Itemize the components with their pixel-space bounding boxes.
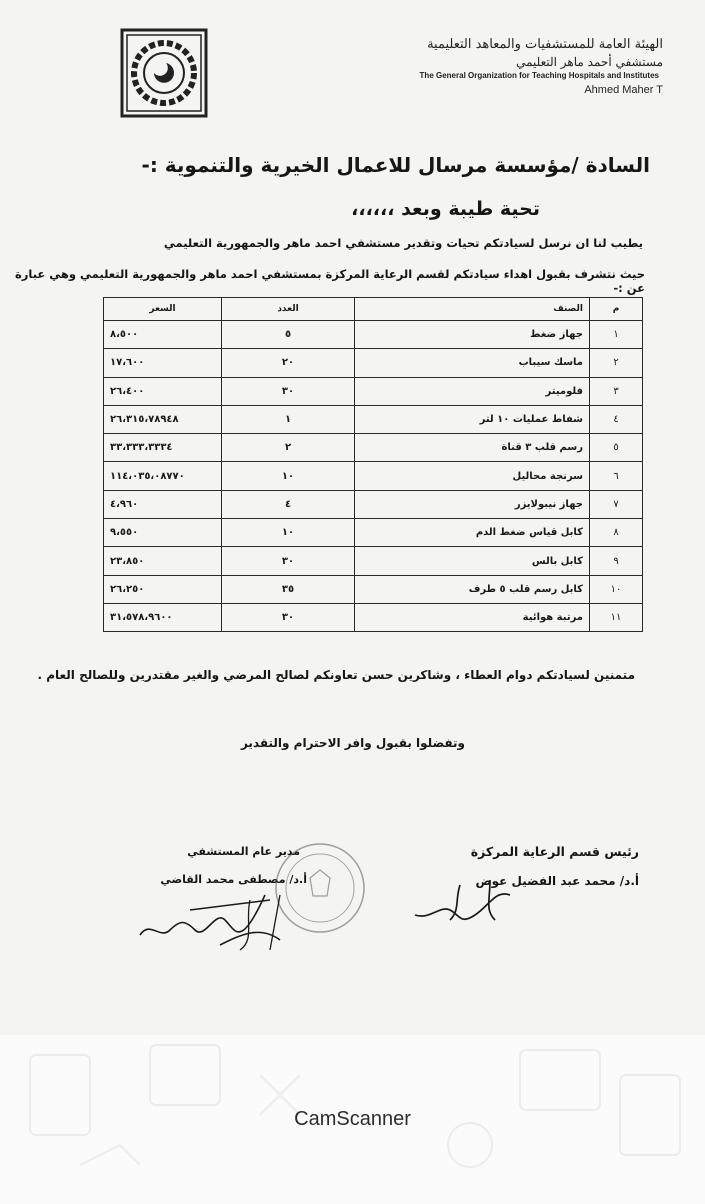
director-title: مدير عام المستشفي xyxy=(187,845,300,858)
cell-qty: ١٠ xyxy=(222,519,355,547)
cell-item: فلوميتر xyxy=(355,377,590,405)
cell-num: ١ xyxy=(590,321,643,349)
cell-item: شفاط عمليات ١٠ لتر xyxy=(355,405,590,433)
cell-num: ٦ xyxy=(590,462,643,490)
cell-qty: ٣٠ xyxy=(222,547,355,575)
table-row xyxy=(104,575,643,603)
addressee: السادة /مؤسسة مرسال للاعمال الخيرية والتنموية :- xyxy=(141,153,650,177)
cell-price: ٢٣،٨٥٠ xyxy=(104,547,222,575)
hospital-name-en: Ahmed Maher T xyxy=(584,84,663,96)
cell-item: كابل رسم قلب ٥ طرف xyxy=(355,575,590,603)
cell-item: سرنجة محاليل xyxy=(355,462,590,490)
table-row xyxy=(104,377,643,405)
cell-qty: ١ xyxy=(222,405,355,433)
header-qty: العدد xyxy=(222,298,355,321)
intro-paragraph: يطيب لنا ان نرسل لسيادتكم تحيات وتقدير مستشفي احمد ماهر والجمهورية التعليمي xyxy=(163,236,643,250)
table-row xyxy=(104,490,643,518)
director-signature-icon xyxy=(130,880,330,960)
org-name-en: The General Organization for Teaching Hospitals and Institutes xyxy=(419,71,659,80)
cell-num: ٧ xyxy=(590,490,643,518)
icu-head-name: أ.د/ محمد عبد الفضيل عوض xyxy=(475,874,639,888)
header-num: م xyxy=(590,298,643,321)
cell-price: ٤،٩٦٠ xyxy=(104,490,222,518)
cell-item: جهاز ضغط xyxy=(355,321,590,349)
org-name-ar: الهيئة العامة للمستشفيات والمعاهد التعليمية xyxy=(427,37,663,52)
cell-item: كابل بالس xyxy=(355,547,590,575)
cell-price: ١٧،٦٠٠ xyxy=(104,349,222,377)
cell-item: كابل قياس ضغط الدم xyxy=(355,519,590,547)
table-row xyxy=(104,434,643,462)
cell-price: ٣٣،٣٣٣،٣٣٣٤ xyxy=(104,434,222,462)
cell-item: مرتبة هوائية xyxy=(355,603,590,631)
cell-num: ٨ xyxy=(590,519,643,547)
cell-qty: ٤ xyxy=(222,490,355,518)
cell-num: ٣ xyxy=(590,377,643,405)
cell-qty: ٣٠ xyxy=(222,603,355,631)
cell-item: ماسك سيباب xyxy=(355,349,590,377)
regards-line: وتفضلوا بقبول وافر الاحترام والتقدير xyxy=(240,736,465,750)
icu-head-title: رئيس قسم الرعاية المركزة xyxy=(470,844,639,859)
table-row xyxy=(104,519,643,547)
hospital-logo-icon xyxy=(120,28,208,118)
offer-paragraph: حيث نتشرف بقبول اهداء سيادتكم لقسم الرعاية المركزة بمستشفي احمد ماهر والجمهورية التعليمي وهي عبارة عن :- xyxy=(14,267,645,295)
cell-price: ١١٤،٠٣٥،٠٨٧٧٠ xyxy=(104,462,222,490)
cell-num: ٢ xyxy=(590,349,643,377)
cell-num: ٥ xyxy=(590,434,643,462)
cell-qty: ٣٠ xyxy=(222,377,355,405)
scanner-footer xyxy=(0,1035,705,1200)
donation-items-table xyxy=(103,297,643,632)
table-row xyxy=(104,547,643,575)
cell-price: ٣١،٥٧٨،٩٦٠٠ xyxy=(104,603,222,631)
letterhead xyxy=(303,36,663,98)
cell-num: ١١ xyxy=(590,603,643,631)
cell-qty: ٢ xyxy=(222,434,355,462)
thanks-paragraph: متمنين لسيادتكم دوام العطاء ، وشاكرين حسن تعاونكم لصالح المرضي والغير مقتدرين وللصالح العام . xyxy=(37,668,635,682)
cell-item: جهاز نيبولايزر xyxy=(355,490,590,518)
director-name: أ.د/ مصطفى محمد القاضي xyxy=(160,873,307,886)
cell-qty: ٣٥ xyxy=(222,575,355,603)
table-header-row xyxy=(104,298,643,321)
cell-qty: ١٠ xyxy=(222,462,355,490)
cell-qty: ٥ xyxy=(222,321,355,349)
icu-head-signature-icon xyxy=(410,875,520,930)
cell-price: ٢٦،٤٠٠ xyxy=(104,377,222,405)
table-row xyxy=(104,462,643,490)
cell-item: رسم قلب ٣ قناة xyxy=(355,434,590,462)
greeting: تحية طيبة وبعد ،،،،،، xyxy=(351,198,540,220)
table-row xyxy=(104,405,643,433)
app-name: CamScanner xyxy=(294,1108,411,1130)
header-item: الصنف xyxy=(355,298,590,321)
cell-num: ١٠ xyxy=(590,575,643,603)
cell-num: ٤ xyxy=(590,405,643,433)
cell-price: ٢٦،٢٥٠ xyxy=(104,575,222,603)
cell-price: ٢٦،٣١٥،٧٨٩٤٨ xyxy=(104,405,222,433)
cell-price: ٩،٥٥٠ xyxy=(104,519,222,547)
cell-price: ٨،٥٠٠ xyxy=(104,321,222,349)
hospital-name-ar: مستشفي أحمد ماهر التعليمي xyxy=(516,55,663,69)
cell-qty: ٢٠ xyxy=(222,349,355,377)
table-row xyxy=(104,603,643,631)
header-price: السعر xyxy=(104,298,222,321)
cell-num: ٩ xyxy=(590,547,643,575)
table-row xyxy=(104,349,643,377)
table-row xyxy=(104,321,643,349)
